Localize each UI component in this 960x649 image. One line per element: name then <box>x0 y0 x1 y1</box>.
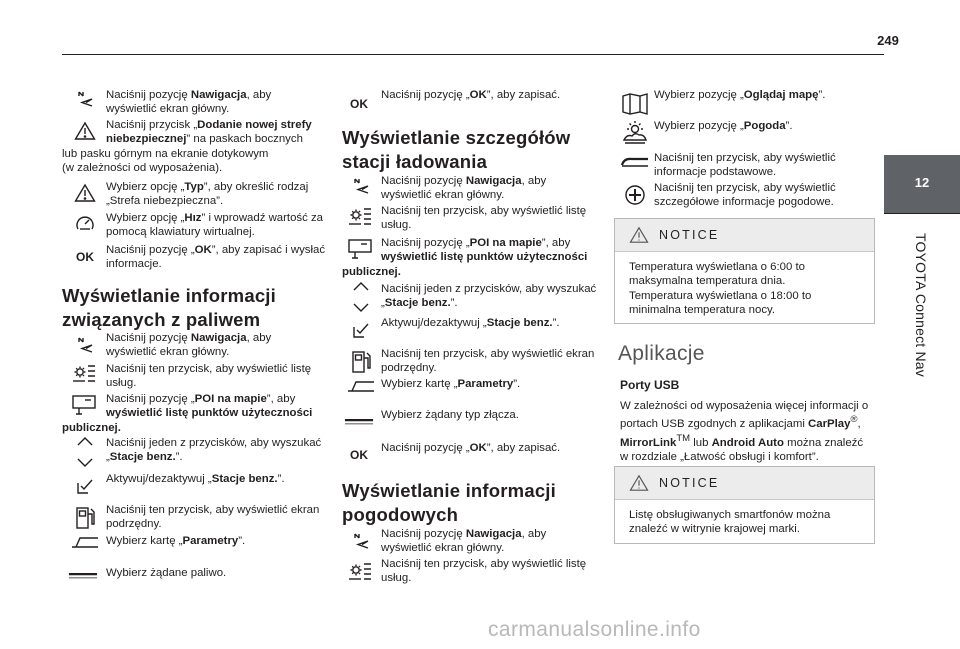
step-text: Naciśnij pozycję „OK”, aby zapisać i wysłać informacje. <box>106 244 326 271</box>
selection-bar-icon <box>344 412 374 430</box>
step-text: Naciśnij jeden z przycisków, aby wyszukać „Stacje benz.”. <box>106 437 322 464</box>
step-text: Wybierz opcję „Typ”, aby określić rodzaj „Strefa niebezpieczna”. <box>106 181 309 208</box>
step-text: Wybierz opcję „Hız” i wprowadź wartość za pomocą klawiatury wirtualnej. <box>106 212 324 239</box>
step-text: Naciśnij pozycję Nawigacja, aby wyświetlić ekran główny. <box>381 528 547 555</box>
services-list-icon <box>346 560 376 584</box>
fuel-pump-icon <box>346 347 376 377</box>
warning-triangle-icon <box>629 226 649 244</box>
notice-box <box>614 218 875 324</box>
section-heading: Wyświetlanie szczegółów stacji ładowania <box>342 127 571 172</box>
step-text: Naciśnij ten przycisk, aby wyświetlić informacje podstawowe. <box>654 152 836 179</box>
step-text: Naciśnij pozycję „POI na mapie”, aby wyświetlić listę punktów użyteczności <box>381 237 588 264</box>
step-text: Naciśnij ten przycisk, aby wyświetlić listę usług. <box>381 205 587 232</box>
step-text: Wybierz pozycję „Oglądaj mapę”. <box>654 89 826 101</box>
step-text: publicznej. <box>62 422 121 434</box>
chapter-number: 12 <box>914 175 930 190</box>
step-text: Naciśnij pozycję Nawigacja, aby wyświetlić ekran główny. <box>106 332 272 359</box>
notice-label: NOTICE <box>659 228 720 242</box>
step-text: Naciśnij pozycję „OK”, aby zapisać. <box>381 442 561 454</box>
warning-triangle-icon <box>70 181 100 205</box>
chevron-up-icon <box>70 433 100 449</box>
step-text: Wybierz kartę „Parametry”. <box>381 378 521 390</box>
page-number: 249 <box>877 33 899 48</box>
ok-icon: OK <box>350 97 368 111</box>
parameters-tab-icon <box>346 376 376 396</box>
section-heading: Wyświetlanie informacji pogodowych <box>342 480 556 525</box>
selection-bar-icon <box>68 566 98 584</box>
step-text: Naciśnij pozycję „POI na mapie”, aby wyświetlić listę punktów użyteczności <box>106 393 313 420</box>
services-list-icon <box>346 205 376 229</box>
step-text: Wybierz kartę „Parametry”. <box>106 535 246 547</box>
step-text: Naciśnij przycisk „Dodanie nowej strefy niebezpiecznej” na paskach bocznych <box>106 119 312 146</box>
notice-box <box>614 466 875 544</box>
chevron-down-icon <box>346 300 376 316</box>
header-rule <box>62 54 884 55</box>
poi-map-icon <box>70 393 100 417</box>
services-list-icon <box>70 362 100 386</box>
step-text: Naciśnij ten przycisk, aby wyświetlić ekran podrzędny. <box>381 348 595 375</box>
poi-map-icon <box>346 237 376 261</box>
weather-basic-icon <box>620 150 650 172</box>
ok-icon: OK <box>76 250 94 264</box>
step-text: Naciśnij pozycję Nawigacja, aby wyświetlić ekran główny. <box>106 89 272 116</box>
chevron-down-icon <box>70 455 100 471</box>
navigation-icon <box>70 333 100 357</box>
notice-header <box>615 219 874 252</box>
checkbox-toggle-icon <box>346 318 376 342</box>
step-text: Aktywuj/dezaktywuj „Stacje benz.”. <box>381 317 560 329</box>
speedometer-icon <box>70 212 100 236</box>
notice-text: Listę obsługiwanych smartfonów można znaleźć w witrynie krajowej marki. <box>629 509 831 536</box>
step-text: Naciśnij ten przycisk, aby wyświetlić ekran podrzędny. <box>106 504 320 531</box>
notice-label: NOTICE <box>659 476 720 490</box>
paragraph: W zależności od wyposażenia więcej informacji o portach USB zgodnych z aplikacjami CarPlay®, MirrorLink™ lub Android Auto można znaleźć w rozdziale „Łatwość obsługi i komfort”. <box>620 400 869 463</box>
fuel-pump-icon <box>70 503 100 533</box>
step-text: Wybierz żądany typ złącza. <box>381 409 519 421</box>
step-text: Naciśnij ten przycisk, aby wyświetlić listę usług. <box>381 558 587 585</box>
navigation-icon <box>346 174 376 198</box>
warning-triangle-icon <box>70 119 100 143</box>
weather-icon <box>620 118 650 146</box>
add-circle-icon <box>620 183 650 207</box>
step-text: Naciśnij pozycję Nawigacja, aby wyświetlić ekran główny. <box>381 175 547 202</box>
warning-triangle-icon <box>629 474 649 492</box>
step-text: Aktywuj/dezaktywuj „Stacje benz.”. <box>106 473 285 485</box>
chevron-up-icon <box>346 278 376 294</box>
step-text: Naciśnij jeden z przycisków, aby wyszukać „Stacje benz.”. <box>381 283 597 310</box>
notice-text: Temperatura wyświetlana o 6:00 to maksymalna temperatura dnia. Temperatura wyświetlana o 18:00 to minimalna temperatura nocy. <box>629 261 812 317</box>
map-view-icon <box>620 90 650 118</box>
step-text: Naciśnij pozycję „OK”, aby zapisać. <box>381 89 561 101</box>
step-text: Wybierz pozycję „Pogoda”. <box>654 120 793 132</box>
step-text: Wybierz żądane paliwo. <box>106 567 227 579</box>
ok-icon: OK <box>350 448 368 462</box>
section-heading: Wyświetlanie informacji związanych z paliwem <box>62 285 276 330</box>
chapter-title: TOYOTA Connect Nav <box>913 233 929 377</box>
navigation-icon <box>346 529 376 553</box>
section-title: Aplikacje <box>618 342 705 365</box>
notice-header <box>615 467 874 500</box>
parameters-tab-icon <box>70 532 100 552</box>
chapter-tab <box>884 155 960 213</box>
step-text: Naciśnij ten przycisk, aby wyświetlić listę usług. <box>106 363 312 390</box>
step-text: publicznej. <box>342 266 401 278</box>
step-text: lub pasku górnym na ekranie dotykowym (w zależności od wyposażenia). <box>62 148 269 175</box>
chapter-tab-rule <box>884 213 960 214</box>
watermark: carmanualsonline.info <box>488 618 701 641</box>
checkbox-toggle-icon <box>70 474 100 498</box>
subsection-title: Porty USB <box>620 378 680 392</box>
navigation-icon <box>70 87 100 111</box>
step-text: Naciśnij ten przycisk, aby wyświetlić szczegółowe informacje pogodowe. <box>654 182 836 209</box>
